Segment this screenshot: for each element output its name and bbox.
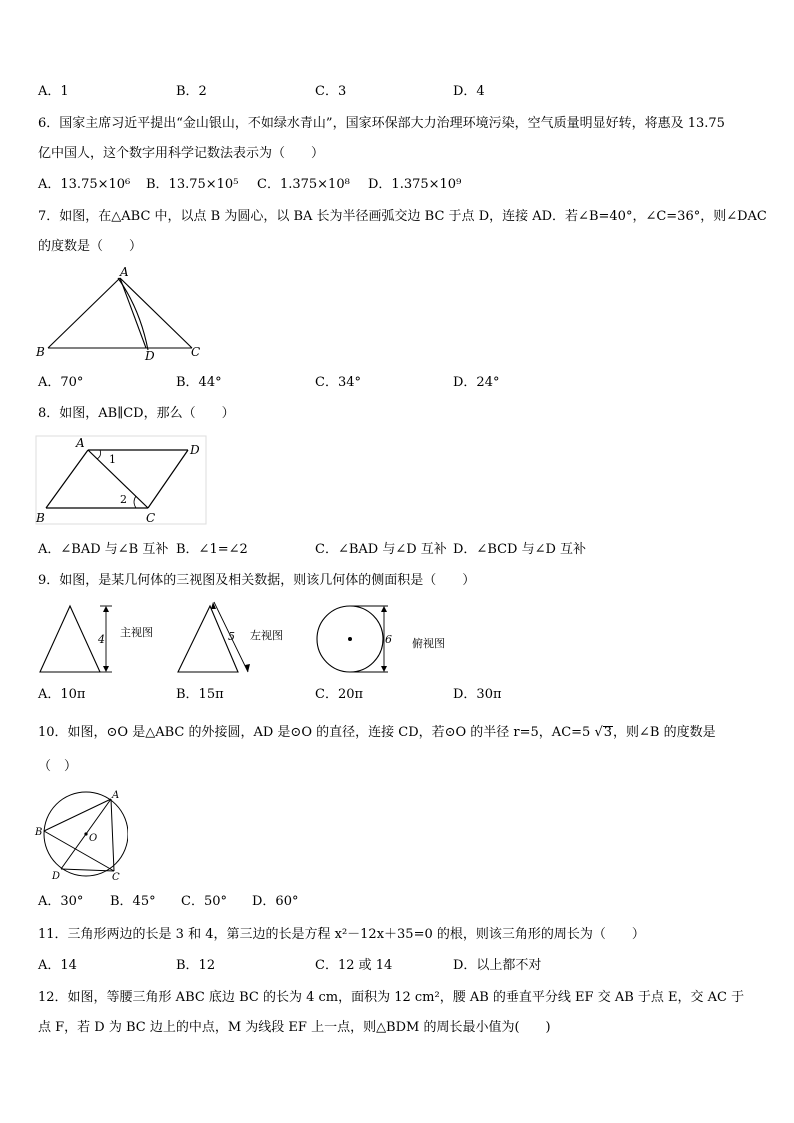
q8-side-ab — [46, 450, 88, 508]
q10-label-a: A — [112, 790, 120, 801]
q7-segment-ad — [120, 278, 146, 348]
q5-option-c: C．3 — [315, 84, 347, 99]
q6-option-a: A．13.75×10⁶ — [38, 177, 131, 192]
q12-text-line2: 点 F，若 D 为 BC 边上的中点，M 为线段 EF 上一点，则△BDM 的周长最小值为( ) — [38, 1020, 551, 1035]
q7-option-d: D．24° — [453, 375, 500, 390]
q9-text-line1: 9．如图，是某几何体的三视图及相关数据，则该几何体的侧面积是（ ） — [38, 573, 476, 588]
q9-side-dim-label: 5 — [228, 630, 235, 643]
q8-label-angle1: 1 — [109, 453, 116, 466]
q8-label-a: A — [76, 436, 85, 450]
q10-option-b: B．45° — [110, 894, 156, 909]
q10-text-line1-pre: 10．如图，⊙O 是△ABC 的外接圆，AD 是⊙O 的直径，连接 CD，若⊙O 的半径 r=5，AC=5 — [38, 725, 591, 740]
q6-text-line1: 6．国家主席习近平提出“金山银山，不如绿水青山”，国家环保部大力治理环境污染，空气质量明显好转，将惠及 13.75 — [38, 116, 725, 131]
q7-side-ab — [48, 278, 120, 348]
q11-option-d: D．以上都不对 — [453, 958, 542, 973]
q10-text-line1-post: ，则∠B 的度数是 — [613, 725, 716, 740]
q9-option-b: B．15π — [176, 687, 224, 702]
q7-label-d: D — [145, 349, 155, 363]
q7-option-b: B．44° — [176, 375, 222, 390]
q9-option-a: A．10π — [38, 687, 86, 702]
q7-label-b: B — [36, 345, 45, 359]
q7-option-c: C．34° — [315, 375, 361, 390]
q7-text-line2: 的度数是（ ） — [38, 239, 143, 254]
q10-segment-ab — [44, 799, 111, 831]
q6-option-c: C．1.375×10⁸ — [257, 177, 350, 192]
q8-label-b: B — [36, 511, 45, 525]
q8-label-c: C — [146, 511, 156, 525]
q8-text-line1: 8．如图，AB∥CD，那么（ ） — [38, 406, 235, 421]
q6-option-d: D．1.375×10⁹ — [368, 177, 462, 192]
q9-top-view-label: 俯视图 — [412, 637, 445, 650]
q7-side-ac — [120, 278, 192, 348]
q7-label-c: C — [191, 345, 201, 359]
q10-text-line1: 10．如图，⊙O 是△ABC 的外接圆，AD 是⊙O 的直径，连接 CD，若⊙O 的半径 r=5，AC=5 √3，则∠B 的度数是 — [38, 725, 716, 740]
q8-option-a: A．∠BAD 与∠B 互补 — [38, 542, 169, 557]
q10-center-point — [84, 832, 87, 835]
q10-label-o: O — [89, 833, 98, 844]
q9-option-d: D．30π — [453, 687, 502, 702]
q9-top-dim-label: 6 — [385, 633, 392, 646]
q10-label-c: C — [112, 872, 120, 882]
q9-front-view-label: 主视图 — [120, 626, 153, 639]
q9-option-c: C．20π — [315, 687, 364, 702]
q10-sqrt-radicand: 3 — [603, 725, 613, 740]
q8-side-cd — [148, 450, 188, 508]
q5-option-d: D．4 — [453, 84, 485, 99]
q7-option-a: A．70° — [38, 375, 84, 390]
q8-label-d: D — [190, 443, 200, 457]
q10-segment-cd — [61, 869, 114, 871]
q10-option-c: C．50° — [181, 894, 227, 909]
q8-option-b: B．∠1=∠2 — [176, 542, 248, 557]
q9-top-view-center — [348, 637, 352, 641]
q10-option-a: A．30° — [38, 894, 84, 909]
q5-option-b: B．2 — [176, 84, 207, 99]
q10-text-line2: （ ） — [38, 759, 78, 774]
q10-label-d: D — [52, 871, 61, 882]
q9-front-view-triangle — [40, 606, 100, 672]
q7-label-a: A — [120, 265, 129, 279]
q5-option-a: A．1 — [38, 84, 69, 99]
q11-option-c: C．12 或 14 — [315, 958, 393, 973]
q7-triangle-figure — [30, 264, 210, 364]
q10-circle-figure — [32, 786, 128, 882]
q10-label-b: B — [35, 827, 43, 838]
q8-option-c: C．∠BAD 与∠D 互补 — [315, 542, 447, 557]
q8-label-angle2: 2 — [120, 493, 127, 506]
q10-segment-bc — [44, 831, 114, 871]
q7-text-line1: 7．如图，在△ABC 中，以点 B 为圆心，以 BA 长为半径画弧交边 BC 于点 D，连接 AD．若∠B=40°，∠C=36°，则∠DAC — [38, 209, 767, 224]
q10-option-d: D．60° — [252, 894, 299, 909]
q8-option-d: D．∠BCD 与∠D 互补 — [453, 542, 587, 557]
q6-option-b: B．13.75×10⁵ — [146, 177, 239, 192]
q9-side-view-label: 左视图 — [250, 629, 283, 642]
q12-text-line1: 12．如图，等腰三角形 ABC 底边 BC 的长为 4 cm，面积为 12 cm²，腰 AB 的垂直平分线 EF 交 AB 于点 E，交 AC 于 — [38, 990, 745, 1005]
q11-option-a: A．14 — [38, 958, 77, 973]
q9-front-dim-label: 4 — [98, 633, 105, 646]
q11-option-b: B．12 — [176, 958, 216, 973]
q8-parallelogram-figure — [32, 432, 212, 528]
q10-segment-ac — [111, 799, 114, 871]
q11-text-line1: 11．三角形两边的长是 3 和 4，第三边的长是方程 x²－12x＋35=0 的根，则该三角形的周长为（ ） — [38, 927, 645, 942]
q6-text-line2: 亿中国人，这个数字用科学记数法表示为（ ） — [38, 146, 325, 161]
q9-three-views-figure — [36, 600, 466, 680]
